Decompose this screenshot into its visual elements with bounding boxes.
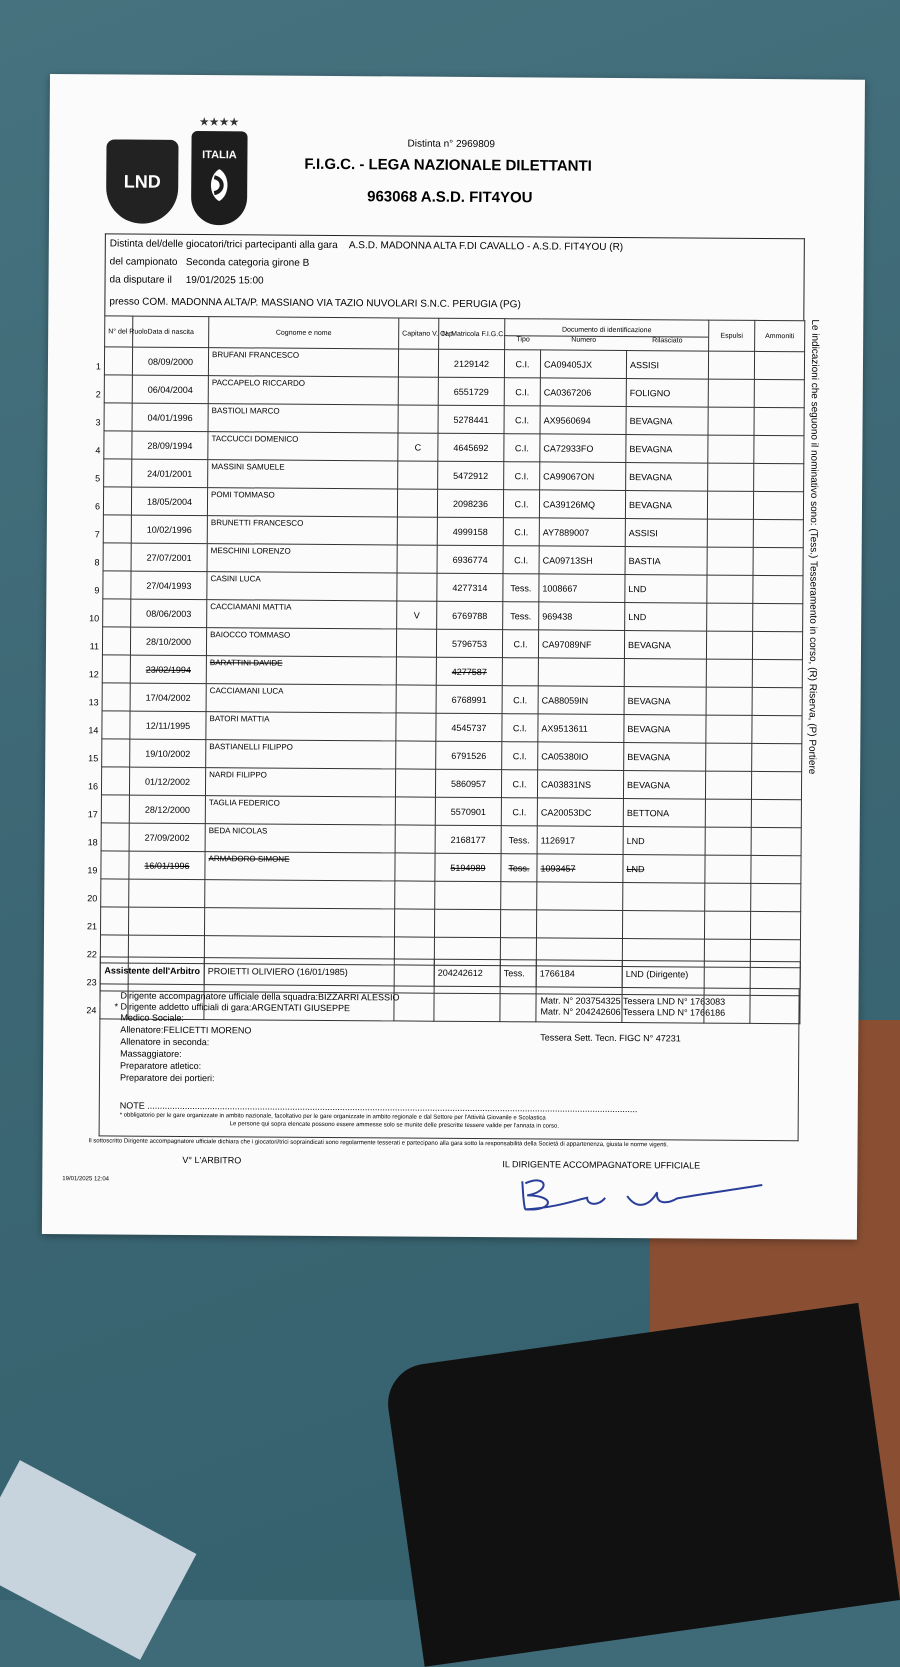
cell-birthdate: 06/04/2004 xyxy=(132,375,208,404)
staff-matr2: Matr. N° 204242606 Tessera LND N° 1766186 xyxy=(540,1006,726,1018)
cell-doc-type: C.I. xyxy=(504,434,540,462)
cell-doc-type xyxy=(502,658,538,686)
cell-ruolo xyxy=(88,711,130,739)
cell-ruolo xyxy=(94,487,131,515)
cell-captain xyxy=(395,769,435,797)
cell-issued-by: LND xyxy=(623,855,705,884)
cell-doc-number: CA88059IN xyxy=(538,686,624,715)
cell-espulsi xyxy=(708,435,754,463)
col-documento xyxy=(505,319,709,351)
cell-name: ARMADORO SIMONE xyxy=(205,852,395,881)
cell-matricola: 4645692 xyxy=(438,433,504,461)
cell-espulsi xyxy=(707,519,753,547)
cell-ruolo xyxy=(95,375,132,403)
cell-doc-number: AX9513611 xyxy=(538,714,624,743)
team-title: 963068 A.S.D. FIT4YOU xyxy=(367,188,533,207)
cell-doc-number: CA39126MQ xyxy=(539,490,625,519)
cell-birthdate: 28/10/2000 xyxy=(130,627,206,656)
cell-ammoniti xyxy=(752,743,802,771)
assistant-name: PROIETTI OLIVIERO (16/01/1985) xyxy=(204,958,434,987)
col-numero: Numero xyxy=(571,336,597,344)
cell-issued-by xyxy=(623,883,705,912)
cell-ruolo xyxy=(87,767,129,795)
cell-ammoniti xyxy=(754,435,804,463)
cell-doc-type: C.I. xyxy=(502,742,538,770)
cell-captain xyxy=(397,545,437,573)
cell-captain xyxy=(398,377,438,405)
cell-matricola: 4545737 xyxy=(436,713,502,741)
documento-subheaders xyxy=(505,335,708,344)
cell-birthdate: 01/12/2002 xyxy=(129,767,205,796)
row-number: 18 xyxy=(87,836,98,847)
match-info xyxy=(104,233,805,320)
cell-name: MESCHINI LORENZO xyxy=(207,544,397,573)
cell-captain xyxy=(396,629,436,657)
cell-ammoniti xyxy=(751,883,801,911)
row-number: 13 xyxy=(88,696,99,707)
row-number: 4 xyxy=(95,444,101,455)
cell-doc-type: Tess. xyxy=(503,574,539,602)
stars-icon: ★★★★ xyxy=(199,117,240,129)
cell-ruolo xyxy=(87,879,129,907)
cell-issued-by: BEVAGNA xyxy=(626,463,708,492)
row-number: 6 xyxy=(94,500,101,511)
cell-issued-by: BEVAGNA xyxy=(624,631,706,660)
cell-captain xyxy=(396,685,436,713)
staff-allenatore2: Allenatore in seconda: xyxy=(120,1036,210,1048)
cell-doc-type: C.I. xyxy=(504,406,540,434)
cell-captain xyxy=(396,657,436,685)
cell-espulsi xyxy=(707,603,753,631)
cell-espulsi xyxy=(705,771,751,799)
row-number: 17 xyxy=(87,808,98,819)
cell-ruolo xyxy=(95,403,132,431)
cell-name: TAGLIA FEDERICO xyxy=(205,796,395,825)
cell-ammoniti xyxy=(753,547,803,575)
cell-birthdate: 28/09/1994 xyxy=(132,431,208,460)
cell-ruolo xyxy=(95,431,132,459)
cell-matricola: 2098236 xyxy=(437,489,503,517)
cell-captain xyxy=(397,573,437,601)
cell-captain xyxy=(396,741,436,769)
cell-doc-type: Tess. xyxy=(503,602,539,630)
cell-doc-number xyxy=(536,910,622,939)
cell-doc-type: C.I. xyxy=(504,378,540,406)
cell-ruolo xyxy=(95,347,132,375)
federation-title: F.I.G.C. - LEGA NAZIONALE DILETTANTI xyxy=(304,155,592,175)
cell-birthdate: 27/07/2001 xyxy=(131,543,207,572)
row-number: 24 xyxy=(86,1004,97,1015)
row-number: 10 xyxy=(89,612,100,623)
cell-issued-by: BETTONA xyxy=(623,799,705,828)
cell-ammoniti xyxy=(754,379,804,407)
cell-doc-type xyxy=(500,910,536,938)
cell-ruolo xyxy=(95,459,132,487)
cell-ammoniti xyxy=(752,659,802,687)
row-number: 16 xyxy=(87,780,99,791)
cell-matricola: 2129142 xyxy=(438,349,504,377)
row-number: 21 xyxy=(87,920,98,931)
cell-captain xyxy=(395,825,435,853)
cell-matricola: 6551729 xyxy=(438,377,504,405)
cell-ruolo xyxy=(89,599,131,627)
staff-addetto: * Dirigente addetto ufficiali di gara:ARGENTATI GIUSEPPE xyxy=(114,1001,351,1014)
cell-matricola: 5472912 xyxy=(438,461,504,489)
cell-doc-number: 1126917 xyxy=(537,826,623,855)
cell-doc-number: 1093457 xyxy=(537,854,623,883)
cell-doc-number: 969438 xyxy=(539,602,625,631)
cell-doc-type: C.I. xyxy=(504,350,540,378)
cell-espulsi xyxy=(706,743,752,771)
cell-birthdate: 08/09/2000 xyxy=(132,347,208,376)
row-number: 15 xyxy=(88,752,99,763)
col-capitano: Capitano V. Cap. xyxy=(399,318,439,349)
cell-ruolo xyxy=(87,907,128,935)
cell-name: BRUFANI FRANCESCO xyxy=(208,348,398,377)
staff-dirigente: Dirigente accompagnatore ufficiale della squadra:BIZZARRI ALESSIO xyxy=(120,990,400,1003)
cell-ruolo xyxy=(94,571,131,599)
cell-ruolo xyxy=(87,795,129,823)
cell-issued-by: ASSISI xyxy=(625,519,707,548)
cell-ammoniti xyxy=(753,575,803,603)
cell-ammoniti xyxy=(752,631,802,659)
distinta-number: Distinta n° 2969809 xyxy=(407,138,495,151)
cell-birthdate: 12/11/1995 xyxy=(130,711,206,740)
cell-ammoniti xyxy=(751,827,801,855)
cell-doc-number: CA05380IO xyxy=(538,742,624,771)
cell-ammoniti xyxy=(754,407,804,435)
cell-espulsi xyxy=(707,491,753,519)
cell-issued-by: LND xyxy=(625,603,707,632)
col-tipo: Tipo xyxy=(516,335,530,343)
cell-birthdate: 10/02/1996 xyxy=(131,515,207,544)
cell-name: POMI TOMMASO xyxy=(207,488,397,517)
cell-birthdate: 24/01/2001 xyxy=(132,459,208,488)
cell-name xyxy=(205,880,395,909)
cell-espulsi xyxy=(705,799,751,827)
note-label: NOTE .................................................................................................................................................................................................... xyxy=(119,1100,638,1115)
italia-logo: ★★★★ ITALIA xyxy=(191,131,248,225)
cell-ammoniti xyxy=(753,519,803,547)
cell-ammoniti xyxy=(752,715,802,743)
cell-birthdate: 18/05/2004 xyxy=(131,487,207,516)
cell-ammoniti xyxy=(750,911,800,939)
info-line-1: Distinta del/delle giocatori/trici partecipanti alla gara A.S.D. MADONNA ALTA F.DI CAVALLO - A.S.D. FIT4YOU (R) xyxy=(109,238,624,254)
cell-espulsi xyxy=(708,407,754,435)
cell-name: PACCAPELO RICCARDO xyxy=(208,376,398,405)
cell-doc-number: CA20053DC xyxy=(537,798,623,827)
cell-doc-number: CA09405JX xyxy=(540,350,626,379)
cell-doc-number xyxy=(538,658,624,687)
cell-issued-by: BEVAGNA xyxy=(626,435,708,464)
col-nascita: Data di nascita xyxy=(133,316,209,348)
cell-espulsi xyxy=(704,911,750,939)
cell-birthdate: 08/06/2003 xyxy=(131,599,207,628)
cell-doc-type: C.I. xyxy=(502,714,538,742)
cell-birthdate: 04/01/1996 xyxy=(132,403,208,432)
cell-issued-by: BEVAGNA xyxy=(624,715,706,744)
cell-ammoniti xyxy=(754,463,804,491)
cell-doc-type: Tess. xyxy=(501,854,537,882)
row-number: 5 xyxy=(95,472,101,483)
cell-captain xyxy=(397,489,437,517)
cell-name: TACCUCCI DOMENICO xyxy=(208,432,398,461)
cell-issued-by: BEVAGNA xyxy=(623,771,705,800)
cell-captain xyxy=(398,405,438,433)
cell-issued-by: BEVAGNA xyxy=(624,687,706,716)
staff-allenatore: Allenatore:FELICETTI MORENO xyxy=(120,1024,252,1036)
cell-ruolo xyxy=(88,683,130,711)
cell-issued-by: BEVAGNA xyxy=(626,407,708,436)
cell-matricola: 2168177 xyxy=(435,825,501,853)
col-ruolo: N° del Ruolo xyxy=(105,316,133,347)
cell-ruolo xyxy=(94,515,131,543)
cell-birthdate xyxy=(128,907,204,936)
cell-captain: C xyxy=(398,433,438,461)
cell-doc-type: C.I. xyxy=(502,630,538,658)
staff-massaggiatore: Massaggiatore: xyxy=(120,1048,182,1059)
cell-doc-type xyxy=(501,882,537,910)
cell-name: MASSINI SAMUELE xyxy=(208,460,398,489)
cell-name: CACCIAMANI MATTIA xyxy=(207,600,397,629)
handwritten-signature xyxy=(517,1169,767,1221)
info-line-4: presso COM. MADONNA ALTA/P. MASSIANO VIA TAZIO NUVOLARI S.N.C. PERUGIA (PG) xyxy=(109,296,521,311)
cell-doc-number: CA72933FO xyxy=(540,434,626,463)
row-number: 19 xyxy=(87,864,98,875)
cell-espulsi xyxy=(705,883,751,911)
assistant-tipo: Tess. xyxy=(500,960,536,987)
cell-espulsi xyxy=(708,379,754,407)
cell-matricola: 6769788 xyxy=(437,601,503,629)
dirigente-signature-label: IL DIRIGENTE ACCOMPAGNATORE UFFICIALE xyxy=(502,1159,701,1171)
cell-issued-by: BEVAGNA xyxy=(624,743,706,772)
cell-captain xyxy=(395,881,435,909)
cell-espulsi xyxy=(708,463,754,491)
players-table xyxy=(86,315,805,1024)
cell-birthdate: 27/09/2002 xyxy=(129,823,205,852)
cell-espulsi xyxy=(705,855,751,883)
cell-matricola: 4277587 xyxy=(436,657,502,685)
cell-birthdate: 28/12/2000 xyxy=(129,795,205,824)
cell-birthdate: 23/02/1994 xyxy=(130,655,206,684)
cell-birthdate: 19/10/2002 xyxy=(130,739,206,768)
cell-doc-type: C.I. xyxy=(501,798,537,826)
cell-matricola: 6936774 xyxy=(437,545,503,573)
declaration: Il sottoscritto Dirigente accompagnatore ufficiale dichiara che i giocatori/trici sopraindicati sono regolarmente tesserati e partecipano alla gara sotto la responsabilità della Società di appartenenza, giusta le norme vigenti. xyxy=(88,1138,669,1149)
cell-doc-type: C.I. xyxy=(503,518,539,546)
col-ammoniti: Ammoniti xyxy=(755,320,805,351)
cell-captain xyxy=(394,909,434,937)
cell-matricola: 5796753 xyxy=(436,629,502,657)
cell-espulsi xyxy=(706,687,752,715)
cell-name: NARDI FILIPPO xyxy=(205,768,395,797)
row-number: 8 xyxy=(94,556,100,567)
col-nome: Cognome e nome xyxy=(209,317,399,349)
cell-captain: V xyxy=(397,601,437,629)
staff-matr1: Matr. N° 203754325 Tessera LND N° 1763083 xyxy=(540,995,726,1007)
cell-espulsi xyxy=(706,631,752,659)
col-rilasciato: Rilasciato xyxy=(652,336,683,344)
row-number: 22 xyxy=(86,948,97,959)
cell-captain xyxy=(395,853,435,881)
cell-doc-type: C.I. xyxy=(502,686,538,714)
cell-espulsi xyxy=(708,351,754,379)
cell-matricola: 6791526 xyxy=(436,741,502,769)
staff-preparatore: Preparatore atletico: xyxy=(120,1060,202,1072)
cell-doc-type: C.I. xyxy=(503,546,539,574)
cell-doc-type: C.I. xyxy=(504,462,540,490)
cell-captain xyxy=(395,797,435,825)
row-number: 3 xyxy=(95,416,101,427)
cell-ruolo xyxy=(88,655,130,683)
cell-ammoniti xyxy=(751,799,801,827)
cell-captain xyxy=(397,517,437,545)
cell-ammoniti xyxy=(751,855,801,883)
cell-name: BEDA NICOLAS xyxy=(205,824,395,853)
cell-issued-by: FOLIGNO xyxy=(626,379,708,408)
cell-ruolo xyxy=(94,543,131,571)
cell-name: BARATTINI DAVIDE xyxy=(206,656,396,685)
cell-ammoniti xyxy=(751,771,801,799)
cell-doc-type: C.I. xyxy=(501,770,537,798)
cell-doc-number: CA99067ON xyxy=(540,462,626,491)
print-timestamp: 19/01/2025 12:04 xyxy=(62,1176,110,1183)
cell-ruolo xyxy=(88,739,130,767)
assistant-matricola: 204242612 xyxy=(434,959,500,986)
cell-captain xyxy=(398,349,438,377)
cell-ruolo xyxy=(87,851,129,879)
cell-doc-number: AX9560694 xyxy=(540,406,626,435)
info-line-3: da disputare il 19/01/2025 15:00 xyxy=(109,274,264,287)
cell-matricola: 5278441 xyxy=(438,405,504,433)
cell-doc-number: CA09713SH xyxy=(539,546,625,575)
cell-ruolo xyxy=(89,627,130,655)
cell-issued-by: LND xyxy=(623,827,705,856)
cell-issued-by: BASTIA xyxy=(625,547,707,576)
cell-birthdate: 17/04/2002 xyxy=(130,683,206,712)
assistant-rilasciato: LND (Dirigente) xyxy=(622,961,800,989)
cell-doc-type: Tess. xyxy=(501,826,537,854)
assistant-numero: 1766184 xyxy=(536,960,622,988)
row-number: 1 xyxy=(95,360,101,371)
documento-label: Documento di identificazione xyxy=(561,326,652,334)
cell-name: BRUNETTI FRANCESCO xyxy=(207,516,397,545)
row-number: 20 xyxy=(87,892,98,903)
cell-espulsi xyxy=(707,547,753,575)
staff-portieri: Preparatore dei portieri: xyxy=(119,1072,215,1084)
cell-doc-number: 1008667 xyxy=(539,574,625,603)
row-number: 9 xyxy=(94,584,100,595)
cell-name: CASINI LUCA xyxy=(207,572,397,601)
cell-doc-number: CA0367206 xyxy=(540,378,626,407)
table-header xyxy=(105,316,805,352)
arbitro-signature-label: V° L'ARBITRO xyxy=(182,1154,242,1166)
swirl-icon xyxy=(204,167,234,203)
staff-medico: Medico Sociale: xyxy=(120,1012,184,1023)
cell-issued-by: LND xyxy=(625,575,707,604)
cell-ammoniti xyxy=(753,603,803,631)
cell-matricola xyxy=(435,881,501,909)
cell-name: CACCIAMANI LUCA xyxy=(206,684,396,713)
row-number: 7 xyxy=(94,528,100,539)
staff-section xyxy=(99,984,800,1141)
cell-name: BASTIOLI MARCO xyxy=(208,404,398,433)
cell-name xyxy=(204,908,394,937)
cell-birthdate: 16/01/1996 xyxy=(129,851,205,880)
cell-captain xyxy=(396,713,436,741)
cell-espulsi xyxy=(707,575,753,603)
cell-ruolo xyxy=(87,823,129,851)
row-number: 14 xyxy=(88,724,99,735)
cell-name: BASTIANELLI FILIPPO xyxy=(206,740,396,769)
cell-matricola: 6768991 xyxy=(436,685,502,713)
cell-matricola: 5194989 xyxy=(435,853,501,881)
cell-issued-by xyxy=(622,911,704,940)
cell-issued-by: BEVAGNA xyxy=(625,491,707,520)
col-matricola: N. Matricola F.I.G.C. xyxy=(439,318,505,349)
row-number: 12 xyxy=(88,668,99,679)
cell-doc-number xyxy=(537,882,623,911)
note-line-2: Le persone qui sopra elencate possono essere ammesse solo se munite delle prescritte tessere valide per l'annata in corso. xyxy=(229,1121,560,1130)
cell-espulsi xyxy=(706,659,752,687)
cell-espulsi xyxy=(705,827,751,855)
col-espulsi: Espulsi xyxy=(709,320,755,351)
cell-matricola: 5570901 xyxy=(435,797,501,825)
cell-issued-by xyxy=(624,659,706,688)
cell-captain xyxy=(398,461,438,489)
cell-issued-by: ASSISI xyxy=(626,351,708,380)
cell-matricola: 4999158 xyxy=(437,517,503,545)
staff-tessera: Tessera Sett. Tecn. FIGC N° 47231 xyxy=(540,1032,681,1044)
legend-note: Le indicazioni che seguono il nominativo sono: (Tess.) Tesseramento in corso, (R) Riserva, (P) Portiere xyxy=(806,319,821,775)
row-number: 23 xyxy=(86,976,97,987)
lnd-logo: LND xyxy=(106,139,179,224)
cell-matricola: 5860957 xyxy=(435,769,501,797)
cell-doc-number: CA97089NF xyxy=(538,630,624,659)
cell-matricola: 4277314 xyxy=(437,573,503,601)
cell-ammoniti xyxy=(752,687,802,715)
info-line-2: del campionato Seconda categoria girone B xyxy=(109,256,310,269)
cell-matricola xyxy=(434,909,500,937)
assistant-label: Assistente dell'Arbitro xyxy=(100,957,204,985)
cell-espulsi xyxy=(706,715,752,743)
row-number: 2 xyxy=(95,388,101,399)
cell-doc-type: C.I. xyxy=(503,490,539,518)
document-sheet xyxy=(42,74,865,1240)
cell-doc-number: CA03831NS xyxy=(537,770,623,799)
cell-doc-number: AY7889007 xyxy=(539,518,625,547)
cell-ammoniti xyxy=(753,491,803,519)
cell-name: BATORI MATTIA xyxy=(206,712,396,741)
cell-name: BAIOCCO TOMMASO xyxy=(206,628,396,657)
cell-birthdate: 27/04/1993 xyxy=(131,571,207,600)
row-number: 11 xyxy=(89,640,100,651)
cell-birthdate xyxy=(129,879,205,908)
cell-ammoniti xyxy=(754,351,804,379)
note-line-1: * obbligatorio per le gare organizzate in ambito nazionale, facoltativo per le gare organizzate in ambito regionale e dal Settore per l'Attività Giovanile e Scolastica xyxy=(119,1112,546,1122)
